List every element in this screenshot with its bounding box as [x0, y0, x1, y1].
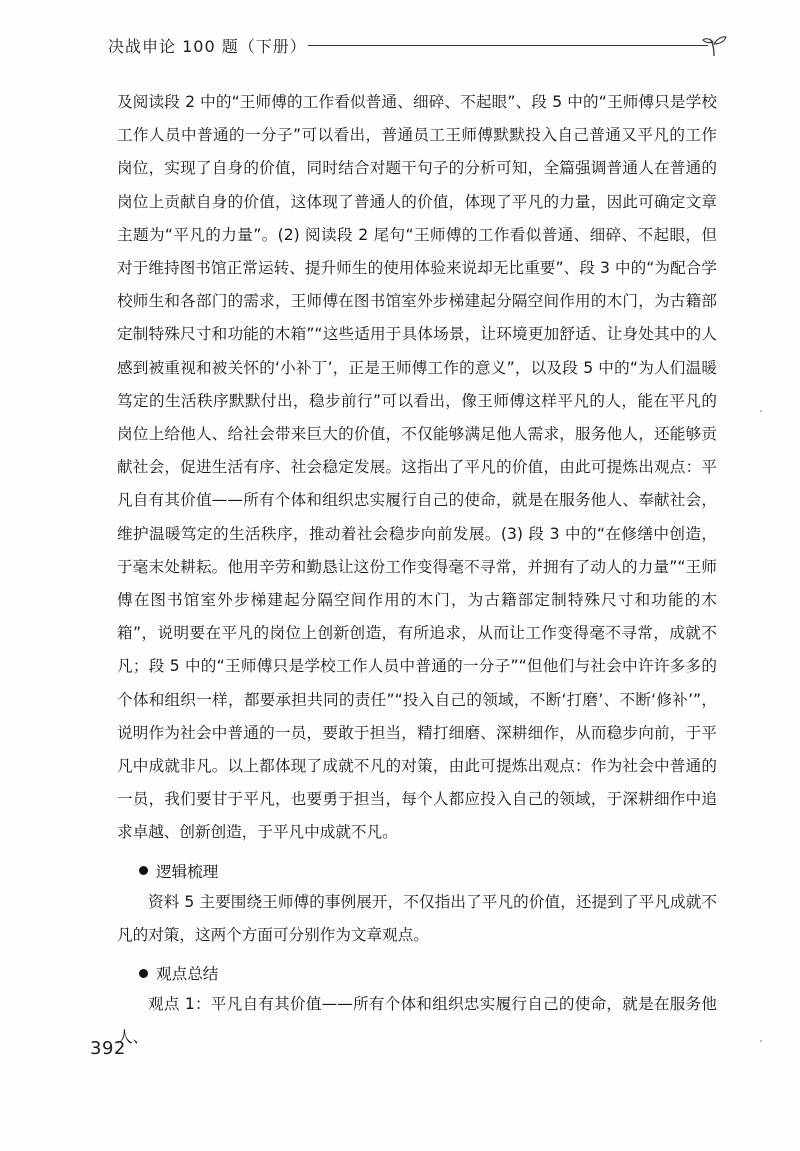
header-rule [308, 45, 708, 46]
bullet-icon [139, 866, 148, 875]
summary-paragraph: 观点 1：平凡自有其价值——所有个体和组织忠实履行自己的使命，就是在服务他人、 [117, 995, 717, 1047]
logic-paragraph: 资料 5 主要围绕王师傅的事例展开，不仅指出了平凡的价值，还提到了平凡成就不凡的对策，这两个方面可分别作为文章观点。 [117, 892, 717, 944]
running-header [108, 30, 728, 60]
bullet-icon [139, 969, 148, 978]
leaf-sprout-icon [700, 30, 728, 58]
section-title-logic: 逻辑梳理 [156, 862, 219, 881]
scan-speck [760, 410, 762, 412]
book-title: 决战申论 100 题（下册） [108, 37, 307, 56]
section-title-summary: 观点总结 [156, 965, 219, 984]
answer-analysis-paragraph: 及阅读段 2 中的“王师傅的工作看似普通、细碎、不起眼”、段 5 中的“王师傅只是学校工作人员中普通的一分子”可以看出，普通员工王师傅默默投入自己普通又平凡的工作岗位，实现了自身的价值，同时结合对题干句子的分析可知，全篇强调普通人在普通的岗位上贡献自身的价值，这体现了普通人的价值，体现了平凡的力量，因此可确定文章主题为“平凡的力量”。(2) 阅读段 2 尾句“王师傅的工作看似普通、细碎、不起眼，但对于维持图书馆正常运转、提升师生的使用体验来说却无比重要”、段 3 中的“为配合学校师生和各部门的需求，王师傅在图书馆室外步梯建起分隔空间作用的木门，为古籍部定制特殊尺寸和功能的木箱”“这些适用于具体场景，让环境更加舒适、让身处其中的人感到被重视和被关怀的‘小补丁’，正是王师傅工作的意义”，以及段 5 中的“为人们温暖笃定的生活秩序默默付出，稳步前行”可以看出，像王师傅这样平凡的人，能在平凡的岗位上给他人、给社会带来巨大的价值，不仅能够满足他人需求，服务他人，还能够贡献社会，促进生活有序、社会稳定发展。这指出了平凡的价值，由此可提炼出观点：平凡自有其价值——所有个体和组织忠实履行自己的使命，就是在服务他人、奉献社会，维护温暖笃定的生活秩序，推动着社会稳步向前发展。(3) 段 3 中的“在修缮中创造，于毫末处耕耘。他用辛劳和勤恳让这份工作变得毫不寻常，并拥有了动人的力量”“王师傅在图书馆室外步梯建起分隔空间作用的木门，为古籍部定制特殊尺寸和功能的木箱”，说明要在平凡的岗位上创新创造，有所追求，从而让工作变得毫不寻常，成就不凡；段 5 中的“王师傅只是学校工作人员中普通的一分子”“但他们与社会中许许多多的个体和组织一样，都要承担共同的责任”“投入自己的领域，不断‘打磨’、不断‘修补’”，说明作为社会中普通的一员，要敢于担当，精打细磨、深耕细作，从而稳步向前，于平凡中成就非凡。以上都体现了成就不凡的对策，由此可提炼出观点：作为社会中普通的一员，我们要甘于平凡，也要勇于担当，每个人都应投入自己的领域，于深耕细作中追求卓越、创新创造，于平凡中成就不凡。 [117, 93, 717, 842]
page-number: 392 [90, 1038, 126, 1059]
section-heading-logic [117, 856, 717, 886]
scan-speck [760, 1040, 762, 1042]
main-content [117, 86, 717, 1054]
section-heading-summary [117, 958, 717, 988]
